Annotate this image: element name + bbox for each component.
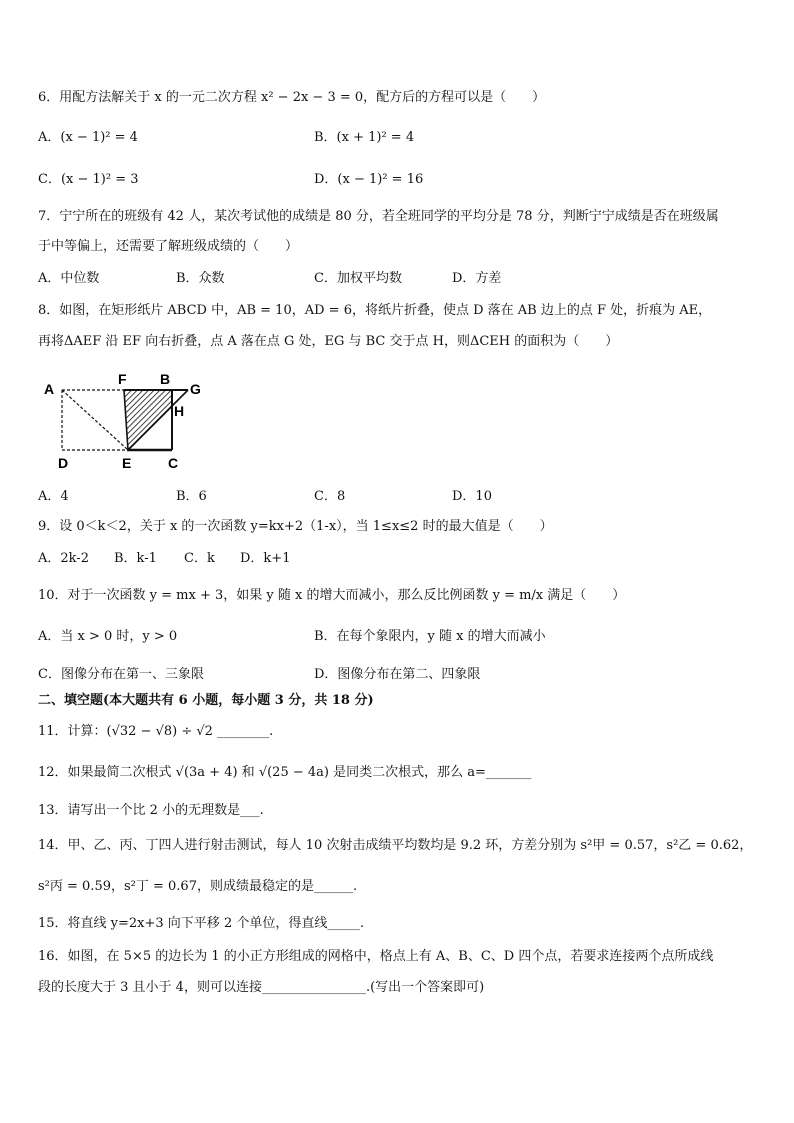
fig-label-g: G	[190, 381, 201, 397]
q10-option-a: A．当 x > 0 时，y > 0	[38, 629, 178, 644]
q10-stem: 10．对于一次函数 y = mx + 3，如果 y 随 x 的增大而减小，那么反比例函数 y = m/x 满足（ ）	[38, 588, 626, 603]
q8-option-b: B．6	[176, 489, 207, 504]
q6-option-d: D．(x − 1)² = 16	[314, 172, 424, 187]
q9-option-d: D．k+1	[240, 551, 291, 566]
q14-line2: s²丙 = 0.59，s²丁 = 0.67，则成绩最稳定的是______.	[38, 879, 358, 894]
q12: 12．如果最简二次根式 √(3a + 4) 和 √(25 − 4a) 是同类二次根式，那么 a=_______	[38, 765, 532, 780]
fig-label-b: B	[160, 371, 171, 387]
fig-shaded-region	[124, 390, 172, 450]
q7-option-c: C．加权平均数	[314, 271, 402, 286]
q8-stem-line1: 8．如图，在矩形纸片 ABCD 中，AB = 10，AD = 6，将纸片折叠，使点 D 落在 AB 边上的点 F 处，折痕为 AE，	[38, 303, 712, 318]
section-fill-in-title: 二、填空题(本大题共有 6 小题，每小题 3 分，共 18 分)	[38, 693, 374, 708]
q16-line1: 16．如图，在 5×5 的边长为 1 的小正方形组成的网格中，格点上有 A、B、C、D 四个点，若要求连接两个点所成线	[38, 949, 714, 964]
fig-label-f: F	[118, 371, 127, 387]
q7-option-a: A．中位数	[38, 271, 100, 286]
q6-option-a: A．(x − 1)² = 4	[38, 130, 138, 145]
q11: 11．计算：(√32 − √8) ÷ √2 ________.	[38, 724, 274, 739]
q10-option-c: C．图像分布在第一、三象限	[38, 667, 204, 682]
q6-option-b: B．(x + 1)² = 4	[314, 130, 415, 145]
q8-option-c: C．8	[314, 489, 346, 504]
q7-option-d: D．方差	[452, 271, 502, 286]
q7-stem-line1: 7．宁宁所在的班级有 42 人，某次考试他的成绩是 80 分，若全班同学的平均分是 78 分，判断宁宁成绩是否在班级属	[38, 209, 719, 224]
fig-label-h: H	[174, 403, 185, 419]
q6-option-c: C．(x − 1)² = 3	[38, 172, 139, 187]
fig-label-d: D	[58, 455, 69, 471]
q14-line1: 14．甲、乙、丙、丁四人进行射击测试，每人 10 次射击成绩平均数均是 9.2 环，方差分别为 s²甲 = 0.57，s²乙 = 0.62，	[38, 838, 753, 853]
q16-line2: 段的长度大于 3 且小于 4，则可以连接________________.(写出一个答案即可)	[38, 980, 485, 995]
q8-option-a: A．4	[38, 489, 69, 504]
q9-option-c: C．k	[184, 551, 215, 566]
fig-dashed-ae	[62, 390, 128, 450]
q15: 15．将直线 y=2x+3 向下平移 2 个单位，得直线_____.	[38, 916, 364, 931]
q7-stem-line2: 于中等偏上，还需要了解班级成绩的（ ）	[38, 239, 299, 254]
q10-option-b: B．在每个象限内，y 随 x 的增大而减小	[314, 629, 546, 644]
q7-option-b: B．众数	[176, 271, 225, 286]
q8-figure	[40, 368, 220, 476]
q8-option-d: D．10	[452, 489, 492, 504]
q9-option-a: A．2k-2	[38, 551, 89, 566]
q9-option-b: B．k-1	[114, 551, 157, 566]
q6-stem: 6．用配方法解关于 x 的一元二次方程 x² − 2x − 3 = 0，配方后的方程可以是（ ）	[38, 90, 546, 105]
q8-stem-line2: 再将ΔAEF 沿 EF 向右折叠，点 A 落在点 G 处，EG 与 BC 交于点 H，则ΔCEH 的面积为（ ）	[38, 334, 619, 349]
fig-label-e: E	[122, 455, 132, 471]
q10-option-d: D．图像分布在第二、四象限	[314, 667, 481, 682]
q9-stem: 9．设 0＜k＜2，关于 x 的一次函数 y=kx+2（1-x），当 1≤x≤2 时的最大值是（ ）	[38, 519, 553, 534]
fig-label-c: C	[168, 455, 179, 471]
q13: 13．请写出一个比 2 小的无理数是___.	[38, 803, 264, 818]
fig-label-a: A	[44, 381, 55, 397]
